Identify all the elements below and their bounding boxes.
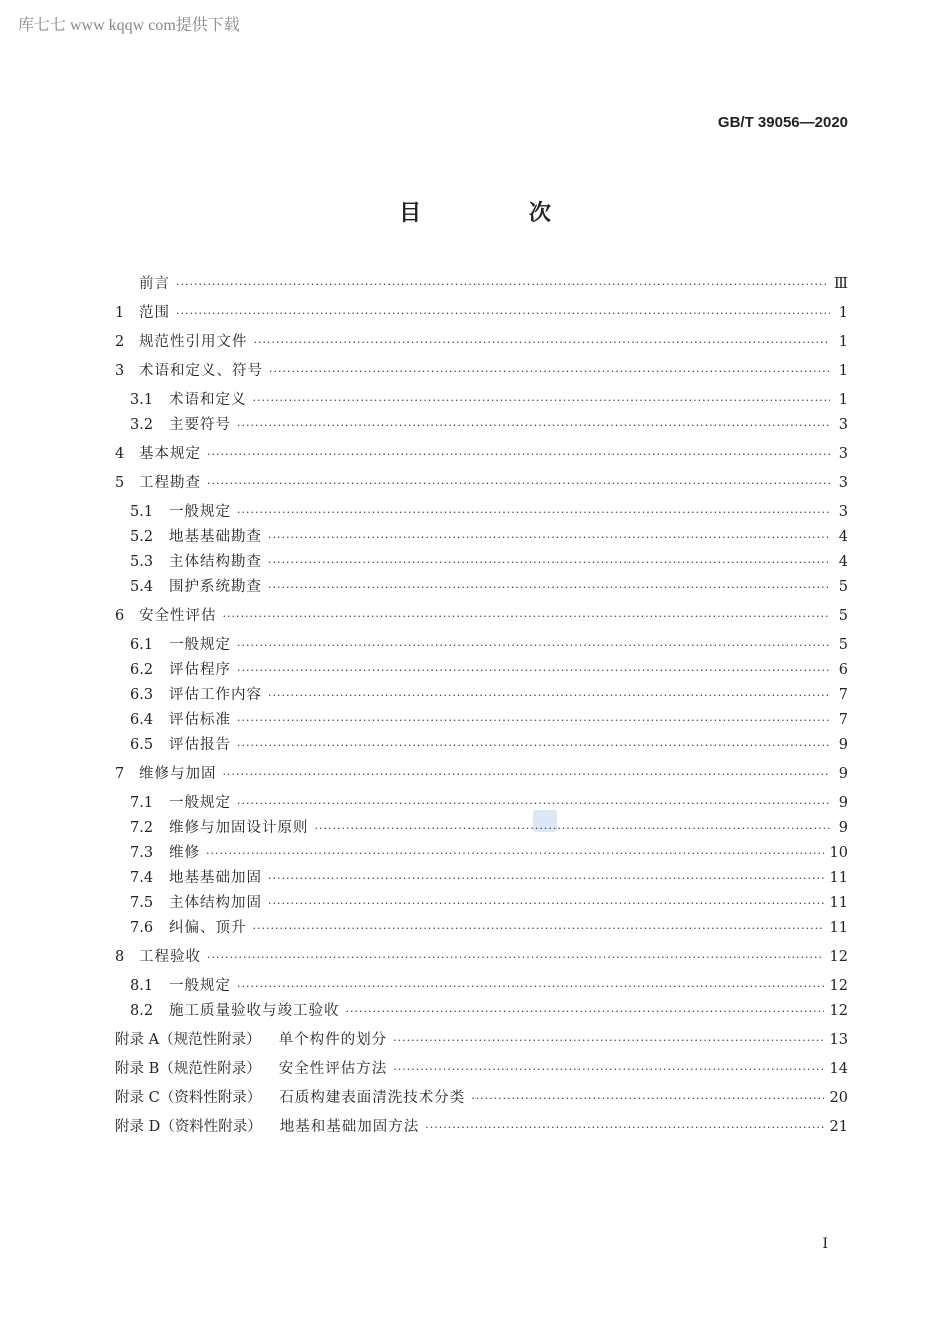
toc-leader-dots xyxy=(223,765,831,785)
toc-leader-dots xyxy=(237,636,830,656)
toc-entry-number: 8.1 xyxy=(130,978,154,994)
toc-entry-number: 6.3 xyxy=(130,687,154,703)
toc-entry-page: 9 xyxy=(838,820,848,836)
toc-entry[interactable] xyxy=(115,444,848,469)
toc-leader-dots xyxy=(268,528,830,548)
toc-entry-page: 3 xyxy=(838,475,848,491)
toc-entry-number: 5.1 xyxy=(130,504,154,520)
toc-entry[interactable] xyxy=(115,976,848,1001)
toc-entry[interactable] xyxy=(115,1030,848,1055)
toc-entry-page: 1 xyxy=(838,305,848,321)
toc-entry-page: 3 xyxy=(838,417,848,433)
toc-entry[interactable] xyxy=(115,710,848,735)
toc-leader-dots xyxy=(237,416,830,436)
toc-entry-number: 7.1 xyxy=(130,795,154,811)
toc-entry[interactable] xyxy=(115,390,848,415)
toc-entry-label: 主体结构加固 xyxy=(169,895,262,911)
toc-entry[interactable] xyxy=(115,843,848,868)
toc-entry[interactable] xyxy=(115,527,848,552)
toc-leader-dots xyxy=(393,1031,823,1051)
toc-entry-number: 3 xyxy=(115,363,125,379)
toc-entry-page: 20 xyxy=(829,1090,848,1106)
toc-entry-page: 13 xyxy=(829,1032,848,1048)
toc-entry[interactable] xyxy=(115,1088,848,1113)
toc-entry-number: 6.4 xyxy=(130,712,154,728)
toc-entry[interactable] xyxy=(115,660,848,685)
toc-entry-page: 1 xyxy=(838,334,848,350)
toc-entry-label: 地基和基础加固方法 xyxy=(279,1119,420,1135)
toc-entry-page: 11 xyxy=(829,870,848,886)
toc-entry[interactable] xyxy=(115,635,848,660)
toc-entry-number: 附录 B（规范性附录） xyxy=(115,1061,261,1077)
toc-entry[interactable] xyxy=(115,274,848,299)
toc-entry-page: 5 xyxy=(838,608,848,624)
toc-entry-page: 7 xyxy=(838,687,848,703)
toc-entry-page: 10 xyxy=(829,845,848,861)
toc-entry-number: 附录 A（规范性附录） xyxy=(115,1032,261,1048)
page-title: 目 次 xyxy=(399,200,601,226)
toc-entry-label: 评估程序 xyxy=(169,662,231,678)
toc-entry-page: 11 xyxy=(829,895,848,911)
toc-entry-number: 4 xyxy=(115,446,125,462)
toc-entry[interactable] xyxy=(115,361,848,386)
toc-entry-label: 工程验收 xyxy=(139,949,201,965)
toc-entry-page: 4 xyxy=(838,554,848,570)
toc-entry[interactable] xyxy=(115,793,848,818)
toc-leader-dots xyxy=(223,607,831,627)
toc-entry-page: 1 xyxy=(838,363,848,379)
toc-entry-page: 12 xyxy=(829,949,848,965)
toc-leader-dots xyxy=(237,794,830,814)
toc-entry-label: 一般规定 xyxy=(169,795,231,811)
toc-leader-dots xyxy=(269,362,830,382)
toc-entry-number: 8 xyxy=(115,949,125,965)
toc-leader-dots xyxy=(425,1118,823,1138)
toc-entry-label: 维修 xyxy=(169,845,200,861)
toc-entry-number: 5.3 xyxy=(130,554,154,570)
toc-entry-label: 基本规定 xyxy=(139,446,201,462)
toc-leader-dots xyxy=(206,844,824,864)
toc-entry-page: 1 xyxy=(838,392,848,408)
toc-leader-dots xyxy=(268,869,824,889)
toc-entry-label: 一般规定 xyxy=(169,637,231,653)
toc-entry-number: 5 xyxy=(115,475,125,491)
toc-entry[interactable] xyxy=(115,552,848,577)
standard-number: GB/T 39056—2020 xyxy=(717,114,848,131)
toc-entry-label: 工程勘查 xyxy=(139,475,201,491)
toc-entry-number: 3.1 xyxy=(130,392,154,408)
toc-entry[interactable] xyxy=(115,1001,848,1026)
toc-leader-dots xyxy=(237,736,830,756)
toc-entry-label: 前言 xyxy=(139,276,170,292)
toc-entry-label: 安全性评估 xyxy=(139,608,217,624)
toc-entry-label: 施工质量验收与竣工验收 xyxy=(169,1003,340,1019)
toc-entry-page: 9 xyxy=(838,795,848,811)
toc-entry-number: 6.1 xyxy=(130,637,154,653)
page-number: I xyxy=(822,1236,828,1252)
toc-leader-dots xyxy=(207,474,830,494)
toc-entry-number: 2 xyxy=(115,334,125,350)
toc-entry-page: 9 xyxy=(838,737,848,753)
toc-entry-number: 附录 C（资料性附录） xyxy=(115,1090,262,1106)
toc-entry-page: 12 xyxy=(829,1003,848,1019)
toc-entry[interactable] xyxy=(115,332,848,357)
toc-entry[interactable] xyxy=(115,1059,848,1084)
toc-entry-page: 21 xyxy=(829,1119,848,1135)
toc-entry-page: 11 xyxy=(829,920,848,936)
toc-entry-page: 9 xyxy=(838,766,848,782)
toc-entry-page: 14 xyxy=(829,1061,848,1077)
toc-entry[interactable] xyxy=(115,473,848,498)
toc-entry-label: 一般规定 xyxy=(169,978,231,994)
toc-leader-dots xyxy=(207,948,824,968)
toc-leader-dots xyxy=(237,711,830,731)
toc-leader-dots xyxy=(237,977,824,997)
toc-entry-number: 8.2 xyxy=(130,1003,154,1019)
toc-entry-label: 石质构建表面清洗技术分类 xyxy=(279,1090,466,1106)
toc-entry-page: Ⅲ xyxy=(834,276,848,292)
toc-leader-dots xyxy=(471,1089,823,1109)
toc-entry[interactable] xyxy=(115,303,848,328)
watermark-text: 库七七 www kqqw com提供下载 xyxy=(18,17,240,34)
toc-entry-label: 围护系统勘查 xyxy=(169,579,262,595)
toc-entry-label: 评估工作内容 xyxy=(169,687,262,703)
toc-entry-number: 1 xyxy=(115,305,125,321)
toc-entry[interactable] xyxy=(115,577,848,602)
toc-entry-page: 3 xyxy=(838,504,848,520)
toc-entry[interactable] xyxy=(115,1117,848,1142)
toc-entry-page: 3 xyxy=(838,446,848,462)
toc-entry-label: 维修与加固设计原则 xyxy=(169,820,309,836)
toc-entry[interactable] xyxy=(115,947,848,972)
toc-entry-label: 地基基础加固 xyxy=(169,870,262,886)
toc-leader-dots xyxy=(237,503,830,523)
toc-entry[interactable] xyxy=(115,735,848,760)
toc-entry-number: 6 xyxy=(115,608,125,624)
toc-entry[interactable] xyxy=(115,868,848,893)
toc-entry-page: 5 xyxy=(838,637,848,653)
toc-entry-label: 维修与加固 xyxy=(139,766,217,782)
toc-entry-label: 一般规定 xyxy=(169,504,231,520)
toc-leader-dots xyxy=(207,445,830,465)
table-of-contents xyxy=(115,274,848,1142)
toc-entry[interactable] xyxy=(115,764,848,789)
toc-entry-number: 6.2 xyxy=(130,662,154,678)
toc-entry-label: 安全性评估方法 xyxy=(278,1061,388,1077)
toc-leader-dots xyxy=(253,919,824,939)
toc-entry-number: 6.5 xyxy=(130,737,154,753)
toc-entry[interactable] xyxy=(115,502,848,527)
toc-entry-label: 术语和定义、符号 xyxy=(139,363,263,379)
toc-leader-dots xyxy=(315,819,831,839)
toc-entry-label: 范围 xyxy=(139,305,170,321)
toc-leader-dots xyxy=(268,894,824,914)
toc-entry-number: 5.4 xyxy=(130,579,154,595)
toc-entry-page: 5 xyxy=(838,579,848,595)
toc-leader-dots xyxy=(253,391,831,411)
toc-entry-page: 7 xyxy=(838,712,848,728)
toc-entry-label: 单个构件的划分 xyxy=(278,1032,388,1048)
toc-leader-dots xyxy=(254,333,831,353)
toc-entry[interactable] xyxy=(115,818,848,843)
toc-leader-dots xyxy=(346,1002,824,1022)
toc-entry-label: 主体结构勘查 xyxy=(169,554,262,570)
toc-entry-label: 纠偏、顶升 xyxy=(169,920,247,936)
toc-entry-label: 术语和定义 xyxy=(169,392,247,408)
toc-leader-dots xyxy=(268,578,830,598)
toc-entry[interactable] xyxy=(115,685,848,710)
toc-entry-number: 7.3 xyxy=(130,845,154,861)
toc-entry-label: 主要符号 xyxy=(169,417,231,433)
toc-leader-dots xyxy=(176,275,828,295)
toc-leader-dots xyxy=(268,553,830,573)
toc-entry-number: 3.2 xyxy=(130,417,154,433)
toc-entry-number: 5.2 xyxy=(130,529,154,545)
toc-leader-dots xyxy=(393,1060,823,1080)
toc-entry[interactable] xyxy=(115,918,848,943)
toc-entry-number: 7.4 xyxy=(130,870,154,886)
toc-entry-label: 地基基础勘查 xyxy=(169,529,262,545)
toc-entry-number: 7.6 xyxy=(130,920,154,936)
toc-entry-number: 7.5 xyxy=(130,895,154,911)
toc-entry[interactable] xyxy=(115,415,848,440)
toc-leader-dots xyxy=(176,304,830,324)
toc-entry-number: 附录 D（资料性附录） xyxy=(115,1119,262,1135)
toc-entry[interactable] xyxy=(115,606,848,631)
toc-entry[interactable] xyxy=(115,893,848,918)
toc-entry-label: 规范性引用文件 xyxy=(139,334,248,350)
toc-entry-number: 7 xyxy=(115,766,125,782)
toc-entry-page: 12 xyxy=(829,978,848,994)
toc-leader-dots xyxy=(237,661,830,681)
toc-entry-page: 4 xyxy=(838,529,848,545)
toc-entry-number: 7.2 xyxy=(130,820,154,836)
toc-entry-page: 6 xyxy=(838,662,848,678)
toc-entry-label: 评估标准 xyxy=(169,712,231,728)
toc-entry-label: 评估报告 xyxy=(169,737,231,753)
toc-leader-dots xyxy=(268,686,830,706)
